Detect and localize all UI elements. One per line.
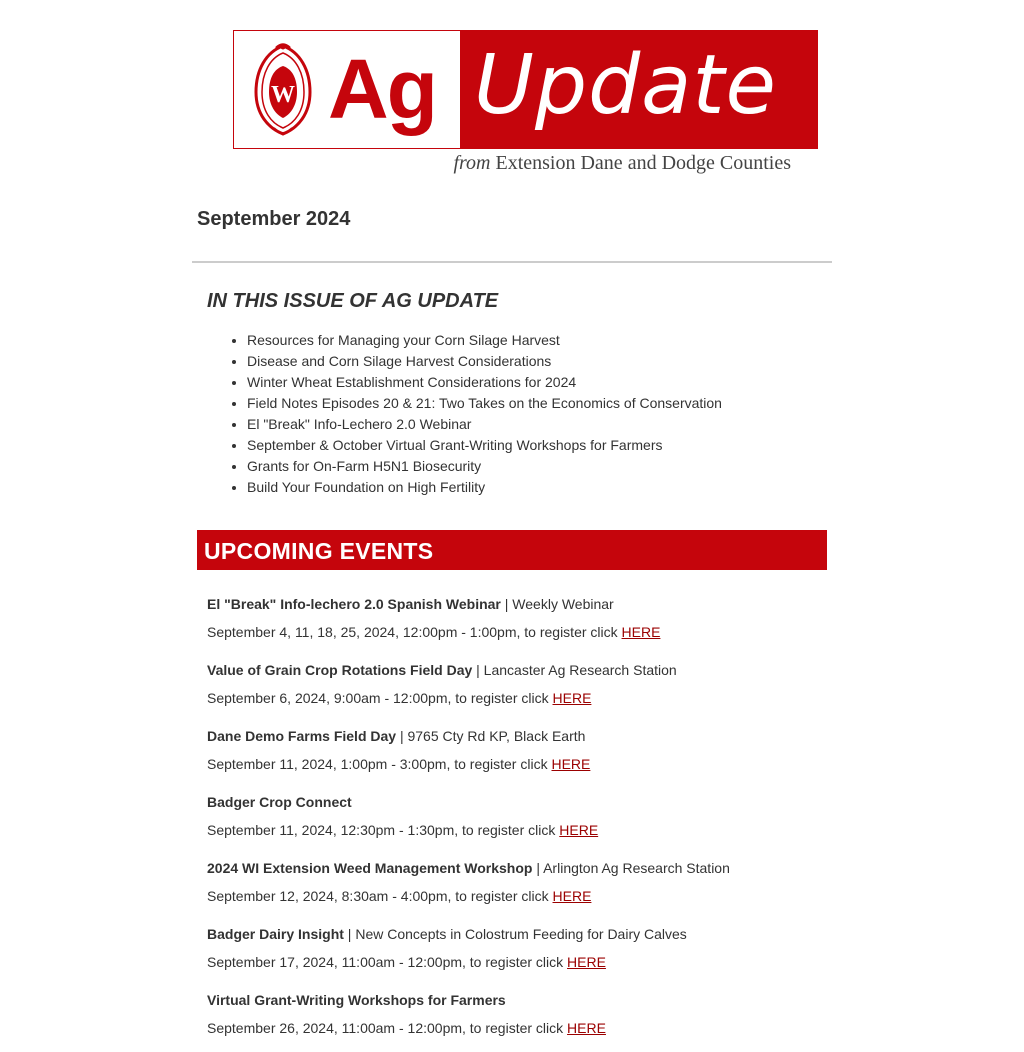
register-link[interactable]: HERE [567,954,606,970]
issue-item: • Resources for Managing your Corn Silage Harvest [247,330,722,351]
issue-item: • Disease and Corn Silage Harvest Considerations [247,351,722,372]
issue-item: • Build Your Foundation on High Fertility [247,477,722,498]
event-date: September 4, 11, 18, 25, 2024, 12:00pm - 1:00pm, to register click [207,624,622,640]
event-item [207,788,817,854]
issue-item: • Grants for On-Farm H5N1 Biosecurity [247,456,722,477]
register-link[interactable]: HERE [559,822,599,838]
ag-update-banner [233,30,817,149]
event-item [207,722,817,788]
event-title: El "Break" Info-lechero 2.0 Spanish Webinar [207,596,501,612]
register-link[interactable]: HERE [551,756,591,772]
banner-update-text: Update [474,38,777,133]
event-subtitle: | 9765 Cty Rd KP, Black Earth [396,728,586,744]
event-item [207,590,817,656]
event-subtitle: | Weekly Webinar [500,596,614,612]
event-subtitle: | Lancaster Ag Research Station [472,662,677,678]
event-item [207,656,817,722]
issue-date: September 2024 [197,208,351,230]
in-this-issue-list [207,330,722,498]
event-date: September 12, 2024, 8:30am - 4:00pm, to register click [207,888,553,904]
events-list [207,590,817,1052]
event-title: Value of Grain Crop Rotations Field Day [207,662,473,678]
event-item [207,920,817,986]
event-title: Badger Crop Connect [207,794,352,810]
register-link[interactable]: HERE [552,690,592,706]
event-subtitle: | Arlington Ag Research Station [532,860,730,876]
event-subtitle: | New Concepts in Colostrum Feeding for Dairy Calves [343,926,687,942]
banner-right-panel [460,30,818,149]
event-title: Badger Dairy Insight [207,926,344,942]
event-date: September 11, 2024, 12:30pm - 1:30pm, to register click [207,822,560,838]
banner-left-panel [234,31,460,148]
event-title: Virtual Grant-Writing Workshops for Farmers [207,992,506,1008]
tagline-rest: Extension Dane and Dodge Counties [495,152,791,174]
register-link[interactable]: HERE [621,624,661,640]
event-item [207,986,817,1052]
register-link[interactable]: HERE [552,888,592,904]
issue-item: • Field Notes Episodes 20 & 21: Two Takes on the Economics of Conservation [247,393,722,414]
issue-item: • Winter Wheat Establishment Considerations for 2024 [247,372,722,393]
register-link[interactable]: HERE [567,1020,606,1036]
event-item [207,854,817,920]
issue-item: • El "Break" Info-Lechero 2.0 Webinar [247,414,722,435]
event-title: 2024 WI Extension Weed Management Workshop [207,860,533,876]
banner-tagline [453,152,791,175]
event-date: September 6, 2024, 9:00am - 12:00pm, to register click [207,690,553,706]
section-divider [192,261,832,263]
upcoming-events-heading: UPCOMING EVENTS [197,530,827,570]
event-date: September 11, 2024, 1:00pm - 3:00pm, to register click [207,756,552,772]
crest-letter: W [271,82,295,108]
event-date: September 26, 2024, 11:00am - 12:00pm, to register click [207,1020,568,1036]
in-this-issue-heading: IN THIS ISSUE OF AG UPDATE [207,290,499,312]
banner-ag-text: Ag [328,42,436,136]
event-title: Dane Demo Farms Field Day [207,728,397,744]
uw-crest-icon [252,42,314,138]
tagline-from: from [453,152,491,174]
issue-item: • September & October Virtual Grant-Writing Workshops for Farmers [247,435,722,456]
event-date: September 17, 2024, 11:00am - 12:00pm, to register click [207,954,568,970]
newsletter-page [192,0,832,1036]
